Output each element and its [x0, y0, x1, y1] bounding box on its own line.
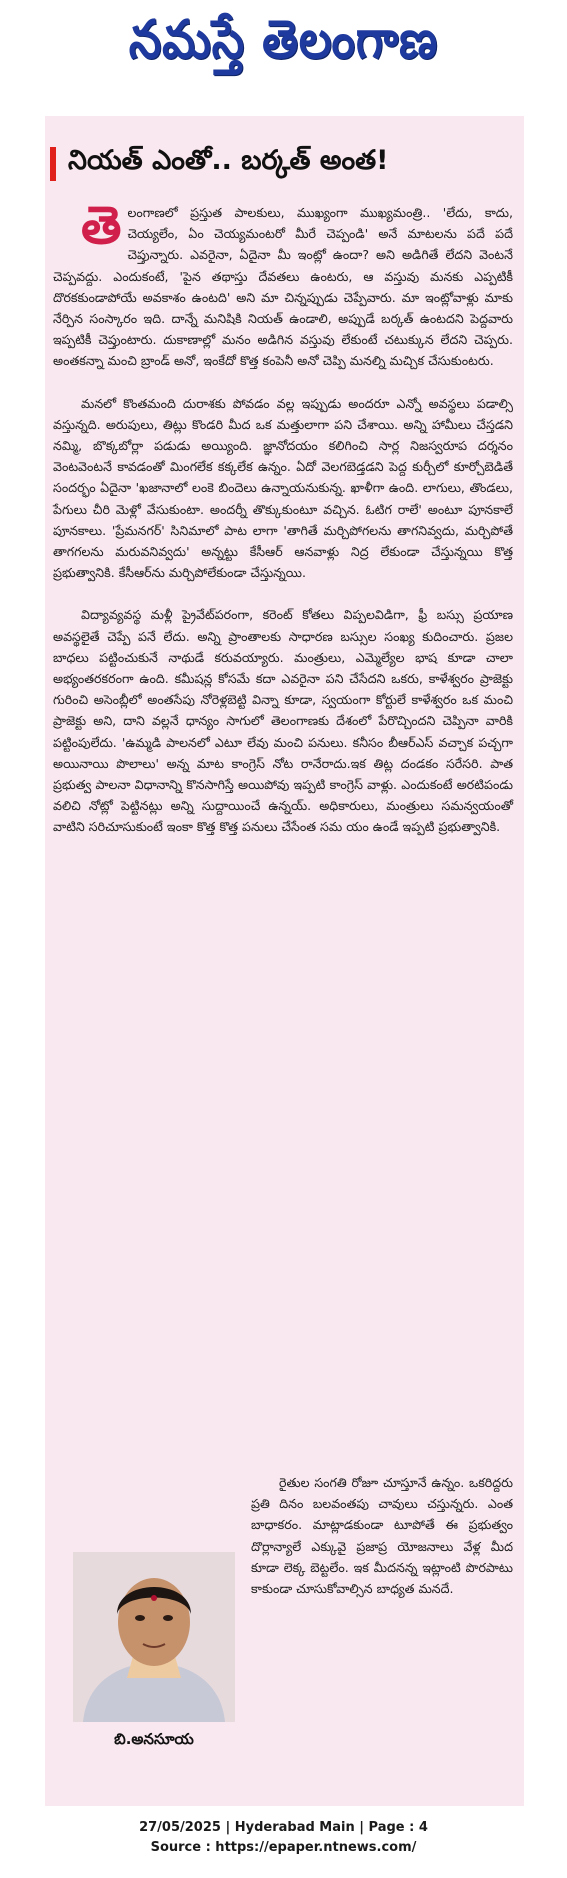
article-headline: నియత్ ఎంతో.. బర్కత్ అంత! — [68, 145, 389, 176]
author-portrait-icon — [73, 1552, 235, 1722]
article-paragraph-4: రైతుల సంగతి రోజూ చూస్తూనే ఉన్నం. ఒకరిద్దరు ప్రతి దినం బలవంతపు చావులు చస్తున్నరు. ఎంత బాధాకరం. మాట్లాడకుండా టూపోతే ఈ ప్రభుత్వం దొర్లాన్యాలే ఎక్కువై ప్రజాప్ర యోజనాలు వేళ్ల మీద కూడా లెక్క బెట్టలేం. ఇక మీదనన్న ఇట్లాంటి పొరపాటు కాకుండా చూసుకోవాల్సిన బాధ్యత మనదే. — [251, 1475, 513, 1597]
article-paragraph-3: విద్యావ్యవస్థ మళ్లీ ప్రైవేట్‌పరంగా, కరెంట్ కోతలు విప్పలవిడిగా, ఫ్రీ బస్సు ప్రయాణ అవస్థలైతే చెప్పే పనే లేదు. అన్ని ప్రాంతాలకు సాధారణ బస్సుల సంఖ్య కుదించారు. ప్రజల బాధలు పట్టించుకునే నాథుడే కరువయ్యారు. మంత్రులు, ఎమ్మెల్యేల భాష కూడా చాలా అభ్యంతరకరంగా ఉంది. కమీషన్ల కోసమే కదా ఎవరైనా పని చేసేదని ఒకరు, కాళేశ్వరం ప్రాజెక్టు గురించి అసెంబ్లీలో అంతసేపు నోరెళ్లబెట్టి విన్నా కూడా, స్వయంగా కోర్టులే కాళేశ్వరం ఒక మంచి ప్రాజెక్టు అని, దాని వల్లనే ధాన్యం సాగులో తెలంగాణకు దేశంలో పేరొచ్చిందని చెప్పినా వారికి పట్టింపులేదు. 'ఉమ్మడి పాలనలో ఎటూ లేవు మంచి పనులు. కనీసం బీఆర్‌ఎస్ వచ్చాక పచ్చగా అయినాయి పొలాలు' అన్న మాట కాంగ్రెస్ నోట రానేరాదు.ఇక తిట్ల దండకం సరేసరి. పాత ప్రభుత్వ పాలనా విధానాన్ని కొనసాగిస్తే అయిపోవు ఇప్పటి కాంగ్రెస్ వాళ్లు. ఎందుకంటే అరటిపండు వలిచి నోట్లో పెట్టినట్లు అన్ని సుద్దాయించే ఉన్నయ్. అధికారులు, మంత్రులు సమన్వయంతో వాటిని సరిచూసుకుంటే ఇంకా కొత్త కొత్త పనులు చేసేంత సమ యం ఉండే ఇప్పటి ప్రభుత్వానికి. — [53, 607, 513, 835]
author-photo — [73, 1552, 235, 1722]
article-body — [53, 196, 513, 859]
author-block — [53, 1472, 513, 1772]
article-clipping — [45, 116, 524, 1806]
drop-cap: తె — [81, 196, 122, 256]
masthead — [0, 0, 567, 92]
edition-info: 27/05/2025 | Hyderabad Main | Page : 4 — [139, 1820, 428, 1835]
footer — [0, 1818, 567, 1858]
article-paragraph-2: మనలో కొంతమంది దురాశకు పోవడం వల్ల ఇప్పుడు అందరూ ఎన్నో అవస్థలు పడాల్సి వస్తున్నది. అరుపులు, తిట్లు కొండరి మీద ఒక మత్తులాగా పని చేశాయి. అన్ని హామీలు చేస్తడని నమ్మి, బొక్కబోర్లా పడుడు అయ్యింది. జ్ఞానోదయం కలిగించి సార్ల నిజస్వరూప దర్శనం వెంటవెంటనే కావడంతో మింగలేక కక్కలేక ఉన్నం. ఏదో వెలగబెడ్తడని పెద్ద కుర్చీలో కూర్చోబెడితే సందర్భం ఏదైనా 'ఖజానాలో లంకె బిందెలు ఉన్నాయనుకున్న. ఖాళీగా ఉంది. లాగులు, తొండలు, పేగులు చీరి మెళ్లో వేసుకుంటా. అందర్నీ తొక్కుకుంటూ వచ్చిన. ఓటిగ రాలే' అంటూ పూనకాలే పూనకాలు. 'ప్రేమనగర్' సినిమాలో పాట లాగా 'తాగితే మర్చిపోగలను తాగనివ్వదు, మర్చిపోతే తాగగలను మరువనివ్వదు' అన్నట్టు కేసీఆర్ ఆనవాళ్లు నిద్ర లేకుండా చేస్తున్నయి కొత్త ప్రభుత్వానికి. కేసీఆర్‌ను మర్చిపోలేకుండా చేస్తున్నయి. — [53, 395, 513, 581]
article-paragraph-1 — [53, 196, 513, 372]
paragraph-1-text: లంగాణలో ప్రస్తుత పాలకులు, ముఖ్యంగా ముఖ్యమంత్రి.. 'లేదు, కాదు, చెయ్యలేం, ఏం చెయ్యమంటరో మీరే చెప్పండి' అనే మాటలను పదే పదే చెప్తున్నారు. ఎవరైనా, ఏదైనా మీ ఇంట్లో ఉందా? అని అడిగితే లేదని వెంటనే చెప్పవద్దు. ఎందుకంటే, 'పైన తథాస్తు దేవతలు ఉంటరు, ఆ వస్తువు మనకు ఎప్పటికీ దొరకకుండాపోయే అవకాశం ఉంటది' అని మా చిన్నప్పుడు చెప్పేవారు. మా ఇంట్లోవాళ్లు మాకు నేర్పిన సంస్కారం ఇది. దాన్నే మనిషికి నియత్ ఉండాలి, అప్పుడే బర్కత్ ఉంటదని పెద్దవారు ఇప్పటికీ చెప్తుంటారు. దుకాణాల్లో మనం అడిగిన వస్తువు లేకుంటే చటుక్కున లేదని చెప్పరు. అంతకన్నా మంచి బ్రాండ్ అనో, ఇంకేదో కొత్త కంపెనీ అనో చెప్పి మనల్ని మచ్చిక చేసుకుంటరు. — [53, 205, 513, 369]
source-info: Source : https://epaper.ntnews.com/ — [150, 1840, 417, 1855]
headline-accent-bar — [50, 147, 56, 181]
newspaper-title: నమస్తే తెలంగాణ — [128, 8, 439, 71]
author-name: బి.అనసూయ — [114, 1730, 194, 1748]
headline-row — [45, 144, 524, 184]
